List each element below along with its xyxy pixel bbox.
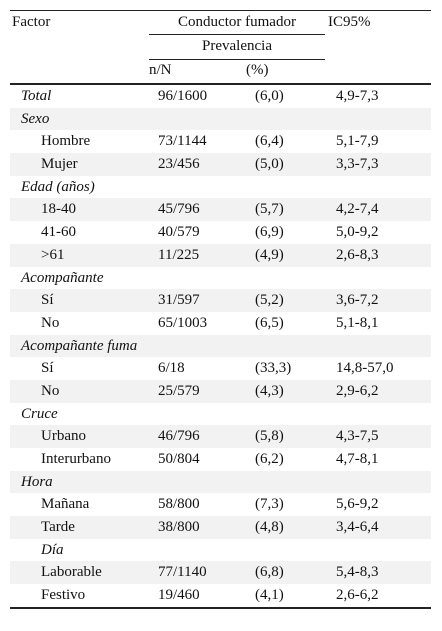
row-label: Hombre bbox=[41, 133, 91, 150]
row-pct: (4,8) bbox=[255, 519, 284, 536]
prevalence-table bbox=[10, 10, 431, 609]
header-rule bbox=[149, 34, 325, 35]
row-nn: 25/579 bbox=[158, 382, 200, 399]
row-ic: 5,0-9,2 bbox=[336, 224, 379, 241]
table-row bbox=[10, 380, 431, 403]
row-ic: 2,6-6,2 bbox=[336, 587, 379, 604]
header-rule bbox=[149, 59, 325, 60]
row-label: Tarde bbox=[41, 519, 75, 536]
row-label: Urbano bbox=[41, 428, 86, 445]
row-label: Acompañante fuma bbox=[21, 337, 138, 354]
row-nn: 46/796 bbox=[158, 428, 200, 445]
table-row bbox=[10, 539, 431, 562]
row-pct: (6,0) bbox=[255, 88, 284, 104]
row-pct: (5,8) bbox=[255, 428, 284, 445]
table-row bbox=[10, 130, 431, 153]
row-label: Mujer bbox=[41, 156, 78, 173]
row-nn: 11/225 bbox=[158, 246, 200, 263]
table-row bbox=[10, 153, 431, 176]
row-label: 18-40 bbox=[41, 201, 76, 218]
row-nn: 19/460 bbox=[158, 587, 200, 604]
row-label: Total bbox=[21, 88, 52, 104]
header-ic: IC95% bbox=[328, 14, 371, 30]
header-group: Conductor fumador bbox=[178, 14, 296, 30]
table-row bbox=[10, 267, 431, 290]
table-row bbox=[10, 516, 431, 539]
table-row bbox=[10, 108, 431, 131]
row-pct: (6,8) bbox=[255, 564, 284, 581]
table-row bbox=[10, 244, 431, 267]
row-ic: 2,9-6,2 bbox=[336, 382, 379, 399]
table-row bbox=[10, 198, 431, 221]
row-ic: 5,1-8,1 bbox=[336, 314, 379, 331]
table-row bbox=[10, 221, 431, 244]
row-pct: (4,9) bbox=[255, 246, 284, 263]
row-ic: 14,8-57,0 bbox=[336, 360, 394, 377]
row-pct: (5,2) bbox=[255, 292, 284, 309]
row-label: Sí bbox=[41, 360, 54, 377]
row-nn: 58/800 bbox=[158, 496, 200, 513]
row-nn: 31/597 bbox=[158, 292, 200, 309]
row-nn: 65/1003 bbox=[158, 314, 208, 331]
table-row bbox=[10, 289, 431, 312]
row-label: Día bbox=[41, 541, 64, 558]
table-row bbox=[10, 561, 431, 584]
row-pct: (6,9) bbox=[255, 224, 284, 241]
row-pct: (4,3) bbox=[255, 382, 284, 399]
row-label: No bbox=[41, 314, 60, 331]
header-subgroup: Prevalencia bbox=[202, 38, 272, 54]
row-ic: 5,6-9,2 bbox=[336, 496, 379, 513]
row-pct: (6,5) bbox=[255, 314, 284, 331]
row-label: Sexo bbox=[21, 110, 50, 127]
table-row bbox=[10, 425, 431, 448]
row-pct: (6,4) bbox=[255, 133, 284, 150]
table-row bbox=[10, 448, 431, 471]
row-ic: 3,3-7,3 bbox=[336, 156, 379, 173]
row-label: Interurbano bbox=[41, 451, 111, 467]
table-row bbox=[10, 335, 431, 358]
row-label: Cruce bbox=[21, 405, 58, 422]
row-ic: 2,6-8,3 bbox=[336, 246, 379, 263]
row-ic: 4,2-7,4 bbox=[336, 201, 379, 218]
table-row bbox=[10, 85, 431, 108]
row-pct: (5,7) bbox=[255, 201, 284, 218]
header-factor: Factor bbox=[12, 14, 51, 30]
row-nn: 40/579 bbox=[158, 224, 200, 241]
row-ic: 4,9-7,3 bbox=[336, 88, 379, 104]
table-row bbox=[10, 584, 431, 607]
table-row bbox=[10, 403, 431, 426]
row-pct: (33,3) bbox=[255, 360, 292, 377]
row-pct: (4,1) bbox=[255, 587, 284, 604]
row-pct: (6,2) bbox=[255, 451, 284, 467]
row-label: Edad (años) bbox=[21, 178, 95, 195]
row-label: Laborable bbox=[41, 564, 102, 581]
row-nn: 50/804 bbox=[158, 451, 200, 467]
row-nn: 45/796 bbox=[158, 201, 200, 218]
row-nn: 23/456 bbox=[158, 156, 200, 173]
row-pct: (5,0) bbox=[255, 156, 284, 173]
table-header bbox=[10, 11, 431, 85]
table-row bbox=[10, 176, 431, 199]
row-nn: 73/1144 bbox=[158, 133, 207, 150]
row-label: Sí bbox=[41, 292, 54, 309]
row-label: Hora bbox=[21, 473, 53, 490]
table-body bbox=[10, 85, 431, 607]
header-pct: (%) bbox=[246, 62, 269, 78]
row-ic: 4,3-7,5 bbox=[336, 428, 379, 445]
row-ic: 3,4-6,4 bbox=[336, 519, 379, 536]
row-label: No bbox=[41, 382, 60, 399]
row-label: 41-60 bbox=[41, 224, 76, 241]
row-nn: 77/1140 bbox=[158, 564, 207, 581]
row-nn: 6/18 bbox=[158, 360, 185, 377]
table-row bbox=[10, 357, 431, 380]
row-nn: 96/1600 bbox=[158, 88, 208, 104]
header-nn: n/N bbox=[149, 62, 172, 78]
row-nn: 38/800 bbox=[158, 519, 200, 536]
table-row bbox=[10, 493, 431, 516]
table-row bbox=[10, 471, 431, 494]
row-label: >61 bbox=[41, 246, 65, 263]
row-ic: 5,4-8,3 bbox=[336, 564, 379, 581]
row-ic: 4,7-8,1 bbox=[336, 451, 379, 467]
row-label: Festivo bbox=[41, 587, 86, 604]
row-label: Mañana bbox=[41, 496, 90, 513]
row-ic: 5,1-7,9 bbox=[336, 133, 379, 150]
row-label: Acompañante bbox=[21, 269, 104, 286]
row-pct: (7,3) bbox=[255, 496, 284, 513]
table-row bbox=[10, 312, 431, 335]
row-ic: 3,6-7,2 bbox=[336, 292, 379, 309]
